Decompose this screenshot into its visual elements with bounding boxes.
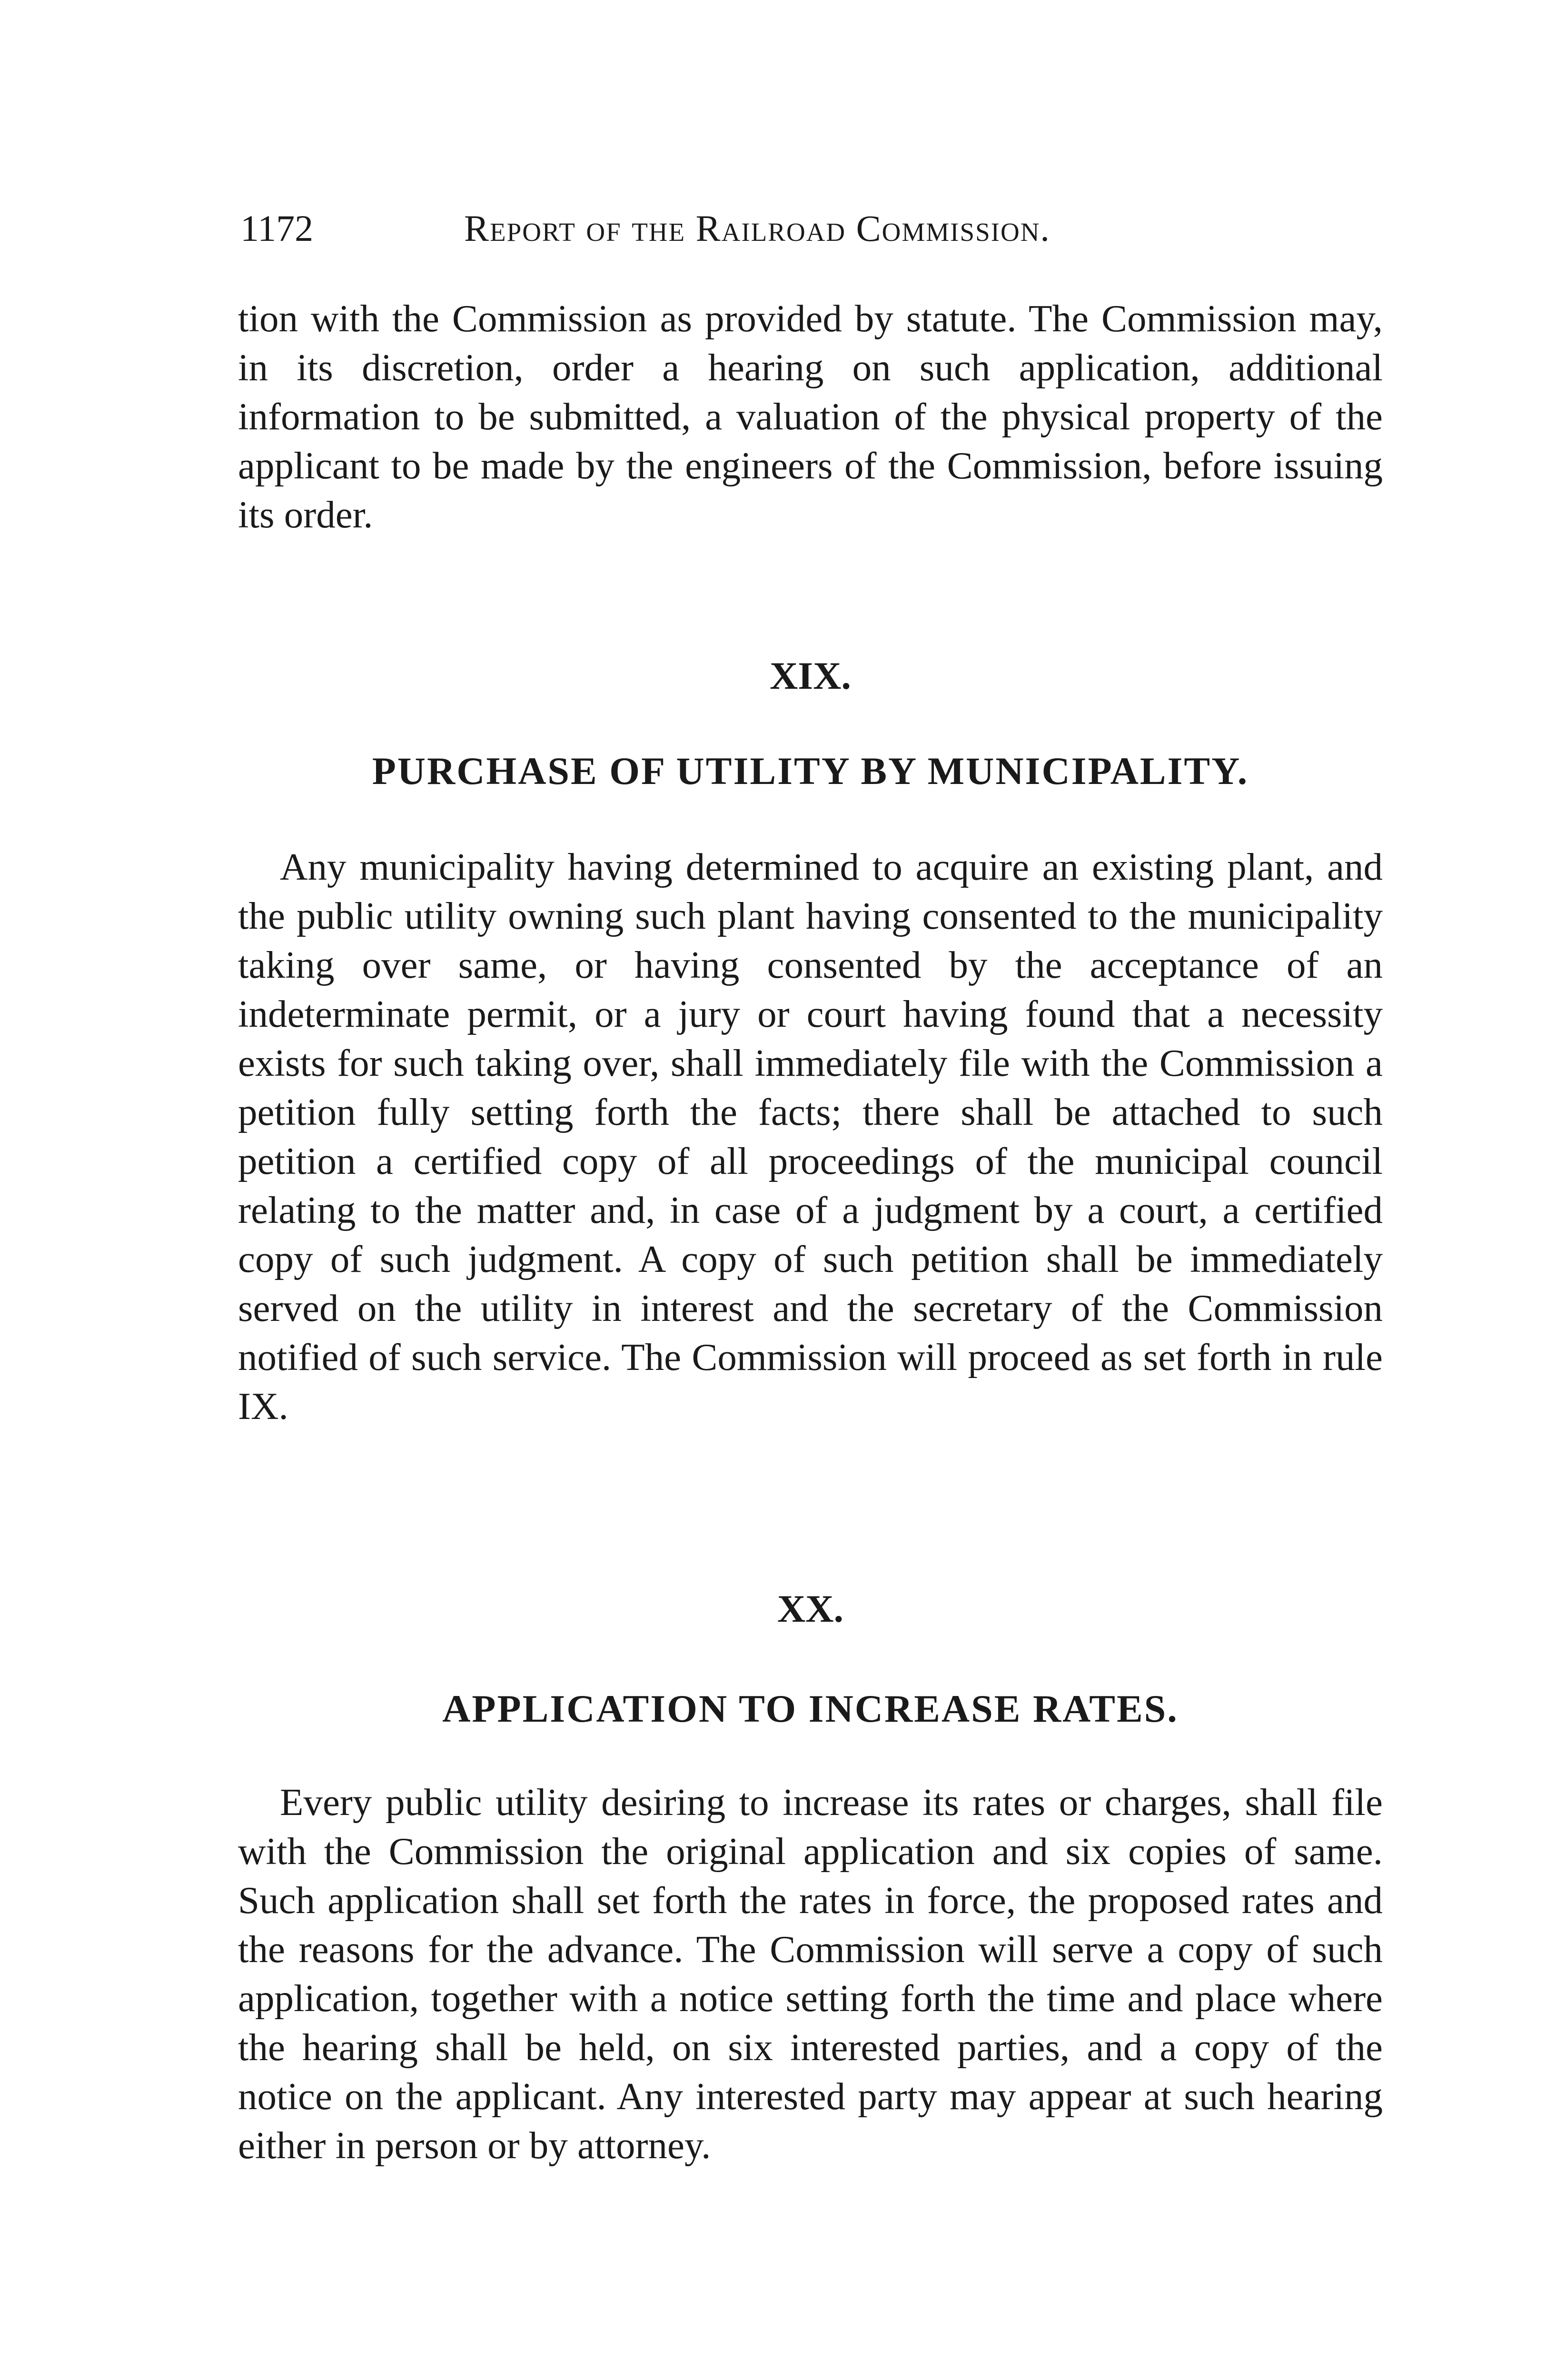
running-head: Report of the Railroad Commission. xyxy=(464,208,1050,249)
page-number: 1172 xyxy=(240,208,314,249)
section-xix-title: PURCHASE OF UTILITY BY MUNICIPALITY. xyxy=(372,749,1249,793)
intro-paragraph: tion with the Commission as provided by statute. The Commission may, in its discretion, order a hearing on such application, additional information to be submitted, a valuation of the physical property of the applicant to be made by the engineers of the Commission, before issuing its order. xyxy=(238,297,1383,536)
section-xix-body: Any municipality having determined to acquire an existing plant, and the public utility owning such plant having consented to the municipality taking over same, or having consented by the acceptance of an indeterminate permit, or a jury or court having found that a necessity exists for such taking over, shall immediately file with the Commission a petition fully setting forth the facts; there shall be attached to such petition a certified copy of all proceedings of the municipal council relating to the matter and, in case of a judgment by a court, a certified copy of such judgment. A copy of such petition shall be immediately served on the utility in interest and the secretary of the Commission notified of such service. The Commission will proceed as set forth in rule IX. xyxy=(238,845,1383,1428)
page-header xyxy=(240,202,1383,255)
section-xx-number: XX. xyxy=(777,1587,843,1630)
section-xx-title: APPLICATION TO INCREASE RATES. xyxy=(442,1687,1179,1730)
section-xx-body: Every public utility desiring to increase its rates or charges, shall file with the Commission the original application and six copies of same. Such application shall set forth the rates in force, the proposed rates and the reasons for the advance. The Commission will serve a copy of such application, together with a notice setting forth the time and place where the hearing shall be held, on six interested parties, and a copy of the notice on the applicant. Any interested party may appear at such hearing either in person or by attorney. xyxy=(238,1781,1383,2167)
section-xix-number: XIX. xyxy=(770,654,851,697)
